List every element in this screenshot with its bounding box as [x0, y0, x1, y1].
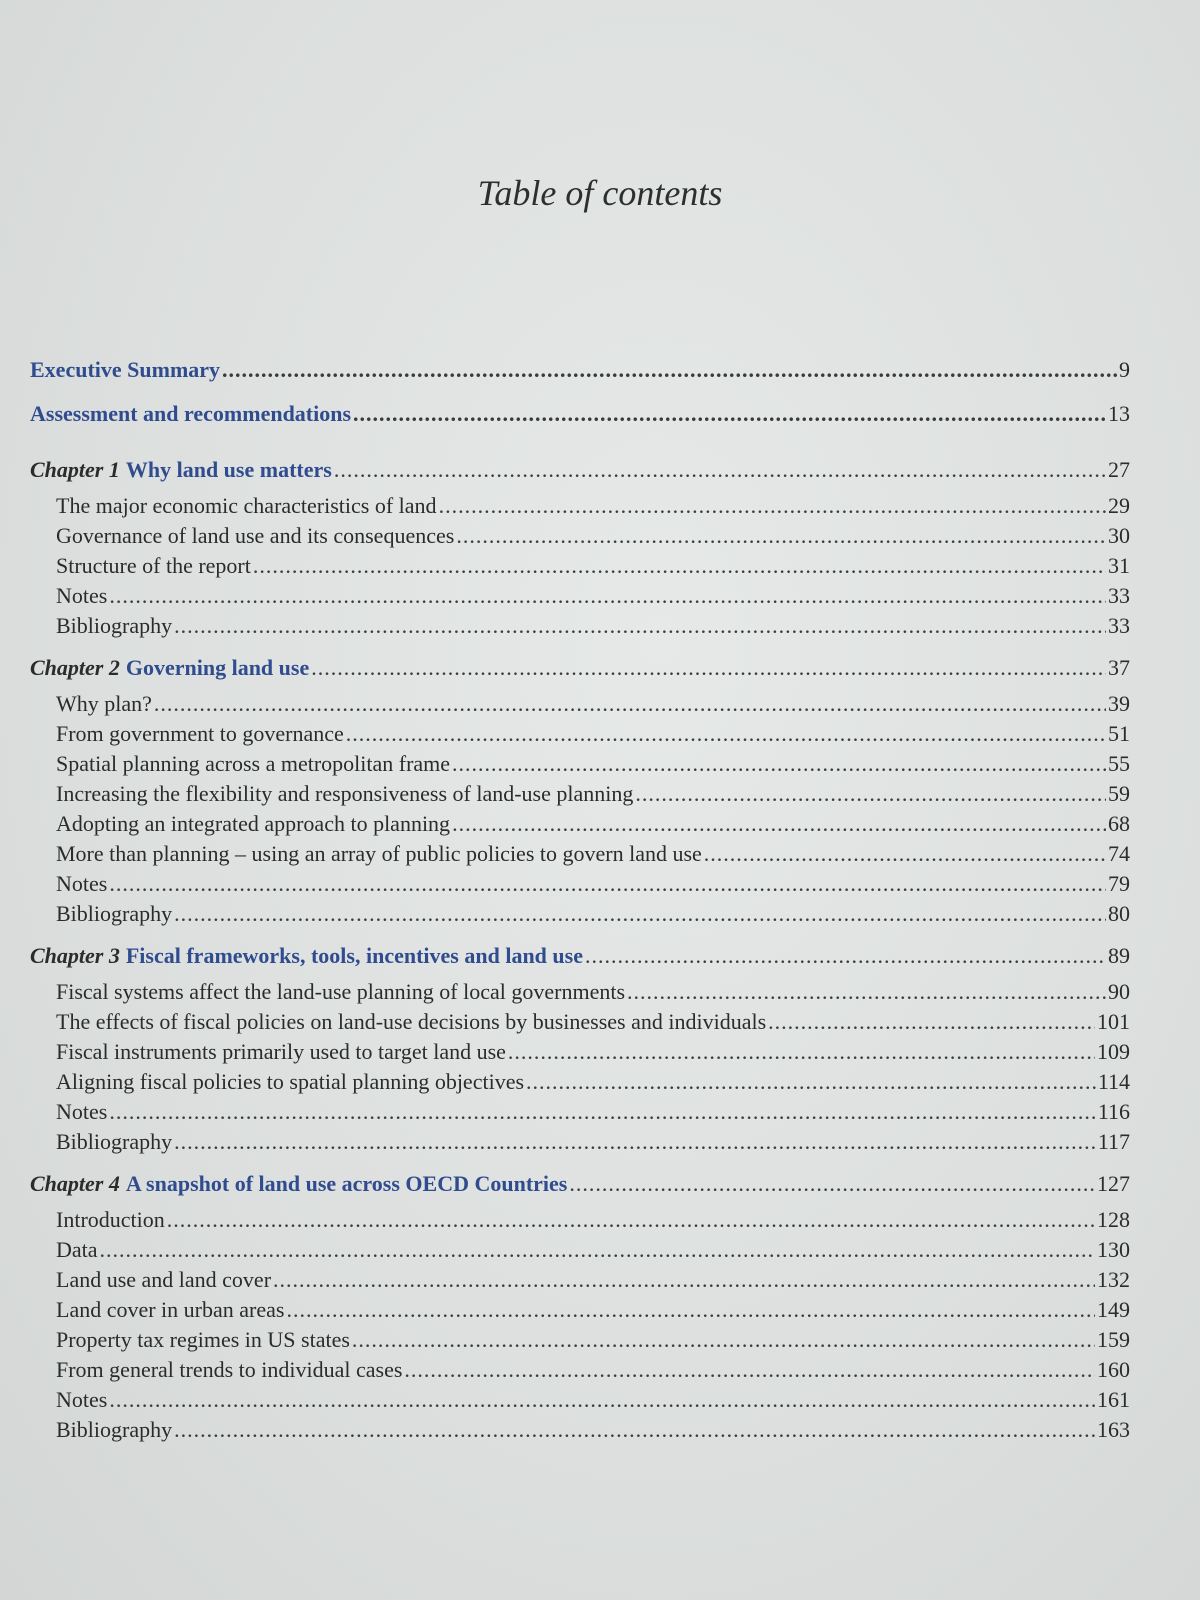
leader-dots	[109, 581, 1106, 611]
leader-dots	[109, 1385, 1095, 1415]
toc-item[interactable]	[30, 1415, 1130, 1445]
toc-item-page: 90	[1108, 979, 1130, 1004]
toc-item[interactable]	[30, 977, 1130, 1007]
toc-item[interactable]	[30, 1355, 1130, 1385]
toc-item-page: 149	[1097, 1297, 1130, 1322]
toc-item[interactable]	[30, 1127, 1130, 1157]
toc-item[interactable]	[30, 1067, 1130, 1097]
page-title: Table of contents	[477, 173, 723, 213]
leader-dots	[174, 899, 1106, 929]
leader-dots	[311, 653, 1106, 683]
toc-item-title: Notes	[56, 1387, 108, 1412]
chapter-page: 127	[1097, 1171, 1130, 1196]
toc-item-title: Notes	[56, 1099, 108, 1124]
chapter-label: Chapter 4	[30, 1171, 120, 1196]
toc-item-page: 33	[1108, 583, 1130, 608]
toc-item[interactable]	[30, 1295, 1130, 1325]
toc-item-page: 39	[1108, 691, 1130, 716]
chapter-4-section	[30, 1169, 1130, 1445]
leader-dots	[100, 1235, 1095, 1265]
leader-dots	[346, 719, 1106, 749]
toc-item[interactable]	[30, 749, 1130, 779]
toc-item[interactable]	[30, 809, 1130, 839]
toc-item[interactable]	[30, 839, 1130, 869]
leader-dots	[109, 869, 1106, 899]
toc-item-page: 51	[1108, 721, 1130, 746]
toc-item-page: 109	[1097, 1039, 1130, 1064]
toc-item-title: More than planning – using an array of public policies to govern land use	[56, 841, 702, 866]
chapter-name: Governing land use	[125, 655, 310, 680]
leader-dots	[253, 551, 1106, 581]
toc-entry-executive-summary[interactable]	[30, 355, 1130, 385]
chapter-3-section	[30, 941, 1130, 1157]
toc-item-page: 128	[1097, 1207, 1130, 1232]
toc-item[interactable]	[30, 899, 1130, 929]
toc-item[interactable]	[30, 869, 1130, 899]
toc-item[interactable]	[30, 719, 1130, 749]
toc-item-page: 29	[1108, 493, 1130, 518]
toc-entry-assessment[interactable]	[30, 399, 1130, 429]
toc-item-title: Aligning fiscal policies to spatial planning objectives	[56, 1069, 525, 1094]
leader-dots	[456, 521, 1106, 551]
chapter-name: A snapshot of land use across OECD Countries	[125, 1171, 568, 1196]
toc-item-page: 30	[1108, 523, 1130, 548]
toc-item-title: Bibliography	[56, 901, 173, 926]
chapter-page: 37	[1108, 655, 1130, 680]
leader-dots	[404, 1355, 1095, 1385]
toc-item-page: 163	[1097, 1417, 1130, 1442]
toc-item-title: Increasing the flexibility and responsiveness of land-use planning	[56, 781, 634, 806]
leader-dots	[452, 749, 1106, 779]
toc-item-page: 161	[1097, 1387, 1130, 1412]
toc-item-page: 59	[1108, 781, 1130, 806]
toc-item-title: Fiscal systems affect the land-use planning of local governments	[56, 979, 626, 1004]
toc-item-title: Structure of the report	[56, 553, 251, 578]
toc-item[interactable]	[30, 1385, 1130, 1415]
toc-item[interactable]	[30, 1325, 1130, 1355]
table-of-contents	[30, 355, 1130, 1451]
leader-dots	[439, 491, 1106, 521]
chapter-heading[interactable]	[30, 1169, 1130, 1199]
toc-item-title: Bibliography	[56, 1129, 173, 1154]
toc-item-page: 68	[1108, 811, 1130, 836]
toc-item[interactable]	[30, 491, 1130, 521]
leader-dots	[452, 809, 1106, 839]
toc-item-title: Land use and land cover	[56, 1267, 272, 1292]
toc-item-title: The major economic characteristics of land	[56, 493, 437, 518]
toc-item-title: From government to governance	[56, 721, 344, 746]
leader-dots	[704, 839, 1106, 869]
leader-dots	[569, 1169, 1095, 1199]
toc-item-title: The effects of fiscal policies on land-use decisions by businesses and individuals	[56, 1009, 767, 1034]
toc-item[interactable]	[30, 521, 1130, 551]
leader-dots	[174, 1127, 1096, 1157]
toc-item-page: 31	[1108, 553, 1130, 578]
toc-item[interactable]	[30, 551, 1130, 581]
toc-entry-title: Assessment and recommendations	[30, 401, 352, 426]
chapter-2-section	[30, 653, 1130, 929]
leader-dots	[273, 1265, 1095, 1295]
toc-item-title: Bibliography	[56, 1417, 173, 1442]
toc-item[interactable]	[30, 1097, 1130, 1127]
toc-item[interactable]	[30, 689, 1130, 719]
toc-item-page: 160	[1097, 1357, 1130, 1382]
chapter-page: 27	[1108, 457, 1130, 482]
toc-item-title: Data	[56, 1237, 98, 1262]
leader-dots	[768, 1007, 1095, 1037]
chapter-label: Chapter 2	[30, 655, 120, 680]
toc-item-title: From general trends to individual cases	[56, 1357, 403, 1382]
toc-item-title: Bibliography	[56, 613, 173, 638]
toc-item-title: Notes	[56, 871, 108, 896]
toc-item-title: Notes	[56, 583, 108, 608]
leader-dots	[286, 1295, 1095, 1325]
toc-item-title: Fiscal instruments primarily used to target land use	[56, 1039, 506, 1064]
chapter-heading[interactable]	[30, 653, 1130, 683]
chapter-heading[interactable]	[30, 941, 1130, 971]
toc-item-page: 55	[1108, 751, 1130, 776]
toc-item-page: 116	[1097, 1099, 1130, 1124]
leader-dots	[508, 1037, 1095, 1067]
leader-dots	[174, 611, 1106, 641]
toc-item-title: Introduction	[56, 1207, 165, 1232]
toc-item[interactable]	[30, 1235, 1130, 1265]
toc-item[interactable]	[30, 1007, 1130, 1037]
toc-item-title: Why plan?	[56, 691, 152, 716]
chapter-label: Chapter 3	[30, 943, 120, 968]
toc-item-title: Spatial planning across a metropolitan frame	[56, 751, 451, 776]
leader-dots	[585, 941, 1106, 971]
toc-item-title: Governance of land use and its consequences	[56, 523, 455, 548]
leader-dots	[174, 1415, 1095, 1445]
leader-dots	[526, 1067, 1096, 1097]
chapter-label: Chapter 1	[30, 457, 120, 482]
chapter-1-section	[30, 455, 1130, 641]
toc-item[interactable]	[30, 581, 1130, 611]
leader-dots	[635, 779, 1106, 809]
leader-dots	[109, 1097, 1095, 1127]
toc-item-page: 74	[1108, 841, 1130, 866]
toc-item-page: 117	[1097, 1129, 1130, 1154]
leader-dots	[154, 689, 1106, 719]
toc-item[interactable]	[30, 1265, 1130, 1295]
toc-item[interactable]	[30, 779, 1130, 809]
toc-item[interactable]	[30, 1205, 1130, 1235]
toc-item[interactable]	[30, 611, 1130, 641]
toc-item[interactable]	[30, 1037, 1130, 1067]
toc-item-page: 80	[1108, 901, 1130, 926]
toc-item-page: 130	[1097, 1237, 1130, 1262]
leader-dots	[334, 455, 1106, 485]
toc-item-page: 33	[1108, 613, 1130, 638]
toc-item-page: 132	[1097, 1267, 1130, 1292]
leader-dots	[627, 977, 1106, 1007]
chapter-name: Fiscal frameworks, tools, incentives and land use	[125, 943, 583, 968]
chapter-name: Why land use matters	[125, 457, 332, 482]
toc-entry-page: 13	[1108, 401, 1130, 426]
toc-item-title: Property tax regimes in US states	[56, 1327, 350, 1352]
toc-entry-title: Executive Summary	[30, 357, 221, 382]
toc-item-title: Adopting an integrated approach to planning	[56, 811, 451, 836]
toc-entry-page: 9	[1119, 357, 1130, 382]
toc-item-page: 101	[1097, 1009, 1130, 1034]
leader-dots	[222, 355, 1117, 385]
toc-item-page: 79	[1108, 871, 1130, 896]
toc-item-page: 159	[1097, 1327, 1130, 1352]
leader-dots	[167, 1205, 1095, 1235]
leader-dots	[352, 1325, 1095, 1355]
chapter-heading[interactable]	[30, 455, 1130, 485]
chapter-page: 89	[1108, 943, 1130, 968]
leader-dots	[353, 399, 1106, 429]
toc-item-title: Land cover in urban areas	[56, 1297, 285, 1322]
toc-item-page: 114	[1097, 1069, 1130, 1094]
